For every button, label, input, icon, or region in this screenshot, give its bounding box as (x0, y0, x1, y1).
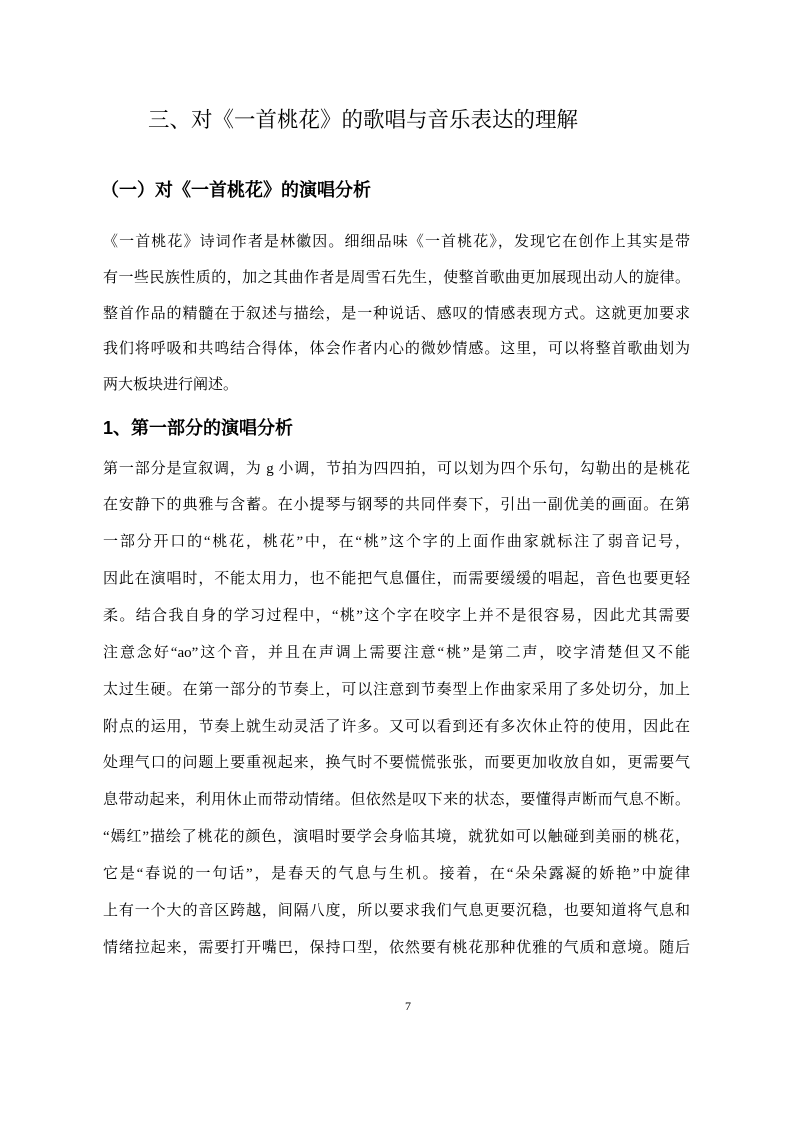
paragraph-line: 注意念好“ao”这个音，并且在声调上需要注意“桃”是第二声，咬字清楚但又不能 (103, 644, 690, 661)
intro-paragraph (103, 225, 690, 404)
paragraph-line: 处理气口的问题上要重视起来，换气时不要慌慌张张，而要更加收放自如，更需要气 (103, 755, 690, 772)
paragraph-line: 有一些民族性质的，加之其曲作者是周雪石先生，使整首歌曲更加展现出动人的旋律。 (103, 269, 690, 286)
paragraph-line: 太过生硬。在第一部分的节奏上，可以注意到节奏型上作曲家采用了多处切分，加上 (103, 681, 690, 698)
paragraph-line: 上有一个大的音区跨越，间隔八度，所以要求我们气息更要沉稳，也要知道将气息和 (103, 902, 690, 919)
subsection-title: （一）对《一首桃花》的演唱分析 (101, 180, 371, 200)
paragraph-line: 一部分开口的“桃花，桃花”中，在“桃”这个字的上面作曲家就标注了弱音记号， (103, 534, 690, 551)
paragraph-line: 两大板块进行阐述。 (103, 377, 239, 393)
page-number: 7 (405, 999, 411, 1013)
paragraph-line: 整首作品的精髓在于叙述与描绘，是一种说话、感叹的情感表现方式。这就更加要求 (103, 305, 690, 322)
paragraph-line: “嫣红”描绘了桃花的颜色，演唱时要学会身临其境，就犹如可以触碰到美丽的桃花， (103, 829, 690, 846)
paragraph-line: 附点的运用，节奏上就生动灵活了许多。又可以看到还有多次休止符的使用，因此在 (103, 718, 690, 735)
paragraph-line: 因此在演唱时，不能太用力，也不能把气息僵住，而需要缓缓的唱起，音色也要更轻 (103, 571, 690, 588)
part-heading: 1、第一部分的演唱分析 (103, 418, 294, 438)
paragraph-line: 第一部分是宣叙调，为 g 小调，节拍为四四拍，可以划为四个乐句，勾勒出的是桃花 (103, 460, 690, 477)
paragraph-line: 它是“春说的一句话”，是春天的气息与生机。接着，在“朵朵露凝的娇艳”中旋律 (103, 865, 690, 882)
paragraph-line: 息带动起来，利用休止而带动情绪。但依然是叹下来的状态，要懂得声断而气息不断。 (103, 792, 690, 809)
part-paragraph (103, 451, 690, 967)
paragraph-line: 在安静下的典雅与含蓄。在小提琴与钢琴的共同伴奏下，引出一副优美的画面。在第 (103, 497, 690, 514)
paragraph-line: 情绪拉起来，需要打开嘴巴，保持口型，依然要有桃花那种优雅的气质和意境。随后 (103, 939, 690, 956)
section-title: 三、对《一首桃花》的歌唱与音乐表达的理解 (148, 108, 579, 132)
paragraph-line: 我们将呼吸和共鸣结合得体，体会作者内心的微妙情感。这里，可以将整首歌曲划为 (103, 341, 690, 358)
paragraph-line: 柔。结合我自身的学习过程中，“桃”这个字在咬字上并不是很容易，因此尤其需要 (103, 607, 690, 624)
paragraph-line: 《一首桃花》诗词作者是林徽因。细细品味《一首桃花》，发现它在创作上其实是带 (103, 234, 690, 250)
